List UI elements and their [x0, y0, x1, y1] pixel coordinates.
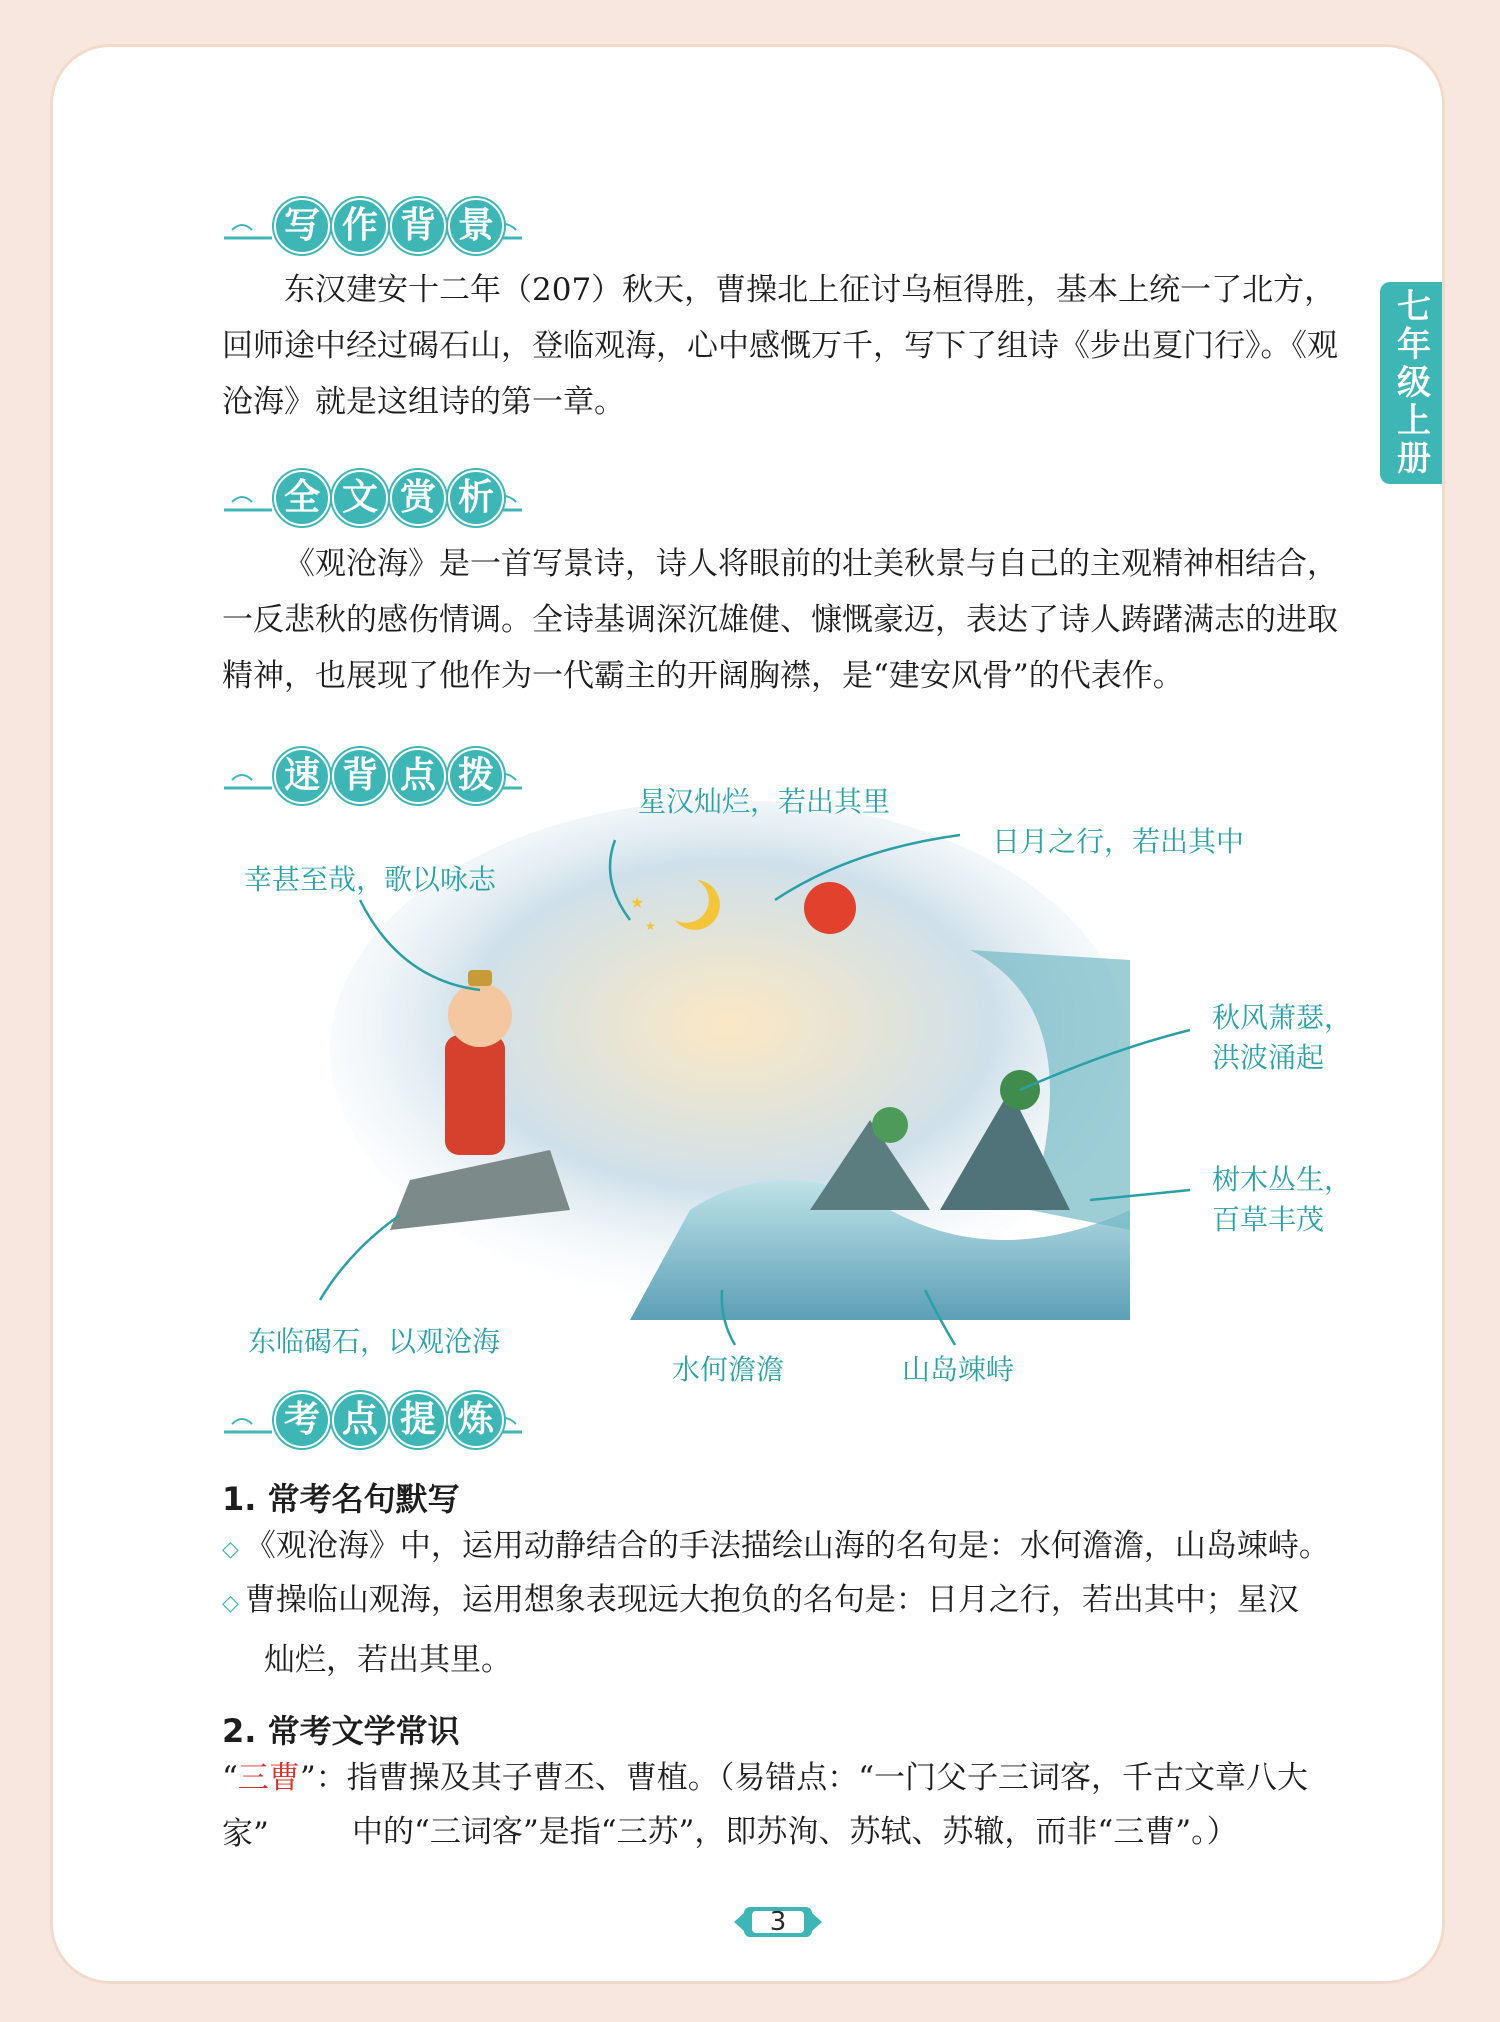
callout-wind: [1212, 998, 1352, 1078]
section-heading-exam: [222, 1392, 522, 1452]
star-icon: ★: [630, 893, 645, 912]
subheading-literary-knowledge: 2. 常考文学常识: [222, 1712, 460, 1750]
callout-fortune: 幸甚至哉，歌以咏志: [244, 863, 497, 896]
callout-trees-line2: 百草丰茂: [1212, 1203, 1325, 1236]
list-item: [222, 1518, 1352, 1578]
term-highlight: 三曹: [237, 1760, 300, 1796]
callout-wind-line1: 秋风萧瑟，: [1212, 1001, 1353, 1034]
callout-wind-line2: 洪波涌起: [1212, 1041, 1325, 1074]
heading-char: 作: [332, 198, 388, 254]
heading-char: 背: [332, 748, 388, 804]
heading-char: 点: [390, 748, 446, 804]
subheading-famous-lines: 1. 常考名句默写: [222, 1480, 460, 1518]
callout-sun-moon: 日月之行，若出其中: [992, 825, 1245, 858]
callout-island: 山岛竦峙: [902, 1353, 1015, 1386]
page-number: [730, 1903, 826, 1941]
bullet-text-continued: 灿烂，若出其里。: [264, 1642, 512, 1678]
heading-char: 文: [332, 470, 388, 526]
list-item: [222, 1572, 1352, 1688]
diamond-bullet-icon: ◇: [222, 1591, 239, 1616]
diamond-bullet-icon: ◇: [222, 1537, 239, 1562]
page-number-text: 3: [769, 1907, 787, 1937]
heading-char: 析: [448, 470, 504, 526]
term-definition-continued: 中的“三词客”是指“三苏”，即苏洵、苏轼、苏辙，而非“三曹”。）: [352, 1814, 1238, 1850]
bullet-text: 《观沧海》中，运用动静结合的手法描绘山海的名句是：水何澹澹，山岛竦峙。: [244, 1528, 1330, 1564]
term-quote: “: [222, 1760, 238, 1796]
callout-water: 水何澹澹: [672, 1353, 785, 1386]
heading-char: 背: [390, 198, 446, 254]
heading-char: 赏: [390, 470, 446, 526]
heading-char: 速: [274, 748, 330, 804]
heading-char: 全: [274, 470, 330, 526]
bullet-text: 曹操临山观海，运用想象表现远大抱负的名句是：日月之行，若出其中；星汉: [244, 1582, 1299, 1618]
callout-jieshi: 东临碣石，以观沧海: [248, 1325, 501, 1358]
heading-char: 提: [390, 1392, 446, 1448]
heading-char: 景: [448, 198, 504, 254]
heading-char: 点: [332, 1392, 388, 1448]
heading-char: 炼: [448, 1392, 504, 1448]
callout-trees: [1212, 1160, 1352, 1240]
appreciation-paragraph: 《观沧海》是一首写景诗，诗人将眼前的壮美秋景与自己的主观精神相结合，一反悲秋的感伤情调。全诗基调深沉雄健、慷慨豪迈，表达了诗人踌躇满志的进取精神，也展现了他作为一代霸主的开阔胸襟，是“建安风骨”的代表作。: [222, 546, 1338, 694]
background-paragraph: 东汉建安十二年（207）秋天，曹操北上征讨乌桓得胜，基本上统一了北方，回师途中经过碣石山，登临观海，心中感慨万千，写下了组诗《步出夏门行》。《观沧海》就是这组诗的第一章。: [222, 272, 1338, 420]
callout-stars: 星汉灿烂，若出其里: [638, 785, 891, 818]
heading-char: 考: [274, 1392, 330, 1448]
term-definition: ”：指曹操及其子曹丕、曹植。（易错点：“一门父子三词客，千古文章八大家”: [222, 1760, 1309, 1852]
heading-char: 拨: [448, 748, 504, 804]
heading-char: 写: [274, 198, 330, 254]
star-icon: ★: [645, 919, 656, 933]
grade-tab-label: 七年级上册: [1390, 288, 1431, 478]
callout-trees-line1: 树木丛生，: [1212, 1163, 1353, 1196]
